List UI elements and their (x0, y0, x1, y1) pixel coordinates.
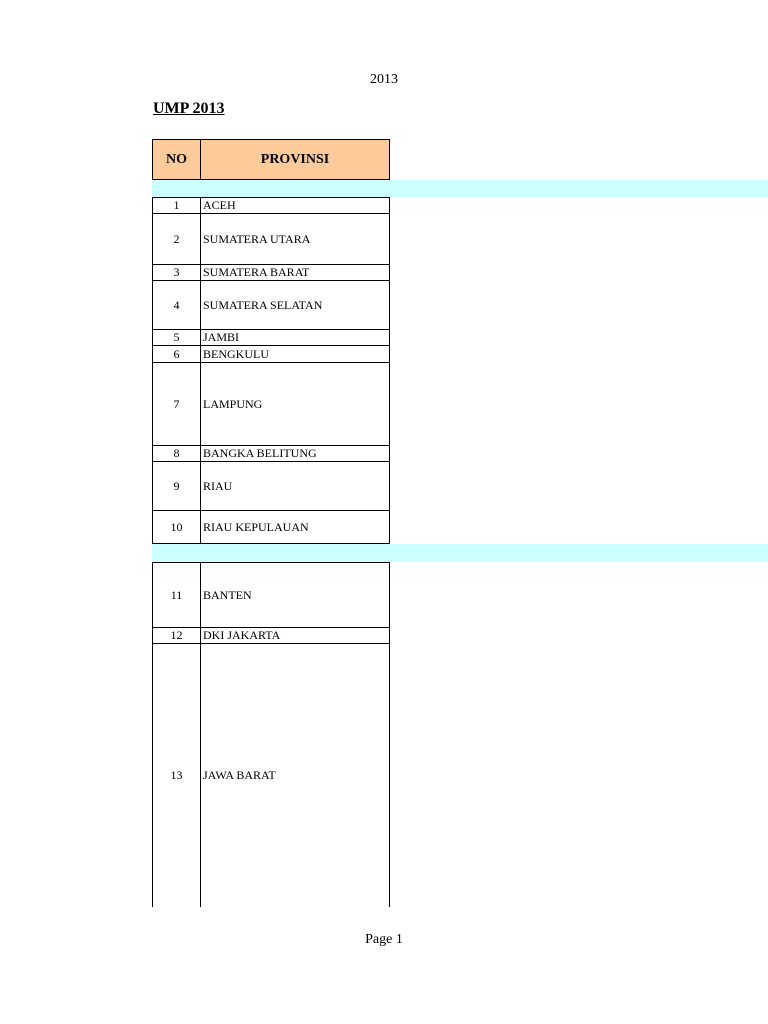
row-no-cell: 13 (152, 643, 201, 907)
row-provinsi-cell: JAMBI (200, 329, 390, 346)
page-number: Page 1 (365, 932, 403, 947)
row-provinsi-cell: RIAU KEPULAUAN (200, 510, 390, 544)
row-provinsi-cell: SUMATERA BARAT (200, 264, 390, 281)
row-no-cell: 11 (152, 562, 201, 628)
region-band-2 (152, 544, 768, 562)
row-provinsi-cell: SUMATERA SELATAN (200, 280, 390, 330)
header-year: 2013 (370, 72, 398, 87)
row-provinsi-cell: SUMATERA UTARA (200, 213, 390, 265)
row-no-cell: 1 (152, 197, 201, 214)
row-no-cell: 10 (152, 510, 201, 544)
row-no-cell: 6 (152, 345, 201, 363)
row-provinsi-cell: DKI JAKARTA (200, 627, 390, 644)
region-band-1 (152, 180, 768, 197)
row-no-cell: 4 (152, 280, 201, 330)
row-no-cell: 5 (152, 329, 201, 346)
row-provinsi-cell: BANGKA BELITUNG (200, 445, 390, 462)
column-header-provinsi: PROVINSI (200, 139, 390, 180)
row-no-cell: 8 (152, 445, 201, 462)
row-provinsi-cell: RIAU (200, 461, 390, 511)
column-header-no: NO (152, 139, 201, 180)
row-provinsi-cell: BANTEN (200, 562, 390, 628)
row-provinsi-cell: JAWA BARAT (200, 643, 390, 907)
row-no-cell: 7 (152, 362, 201, 446)
row-provinsi-cell: ACEH (200, 197, 390, 214)
row-provinsi-cell: LAMPUNG (200, 362, 390, 446)
row-provinsi-cell: BENGKULU (200, 345, 390, 363)
row-no-cell: 9 (152, 461, 201, 511)
document-title: UMP 2013 (153, 100, 225, 117)
row-no-cell: 3 (152, 264, 201, 281)
row-no-cell: 2 (152, 213, 201, 265)
row-no-cell: 12 (152, 627, 201, 644)
